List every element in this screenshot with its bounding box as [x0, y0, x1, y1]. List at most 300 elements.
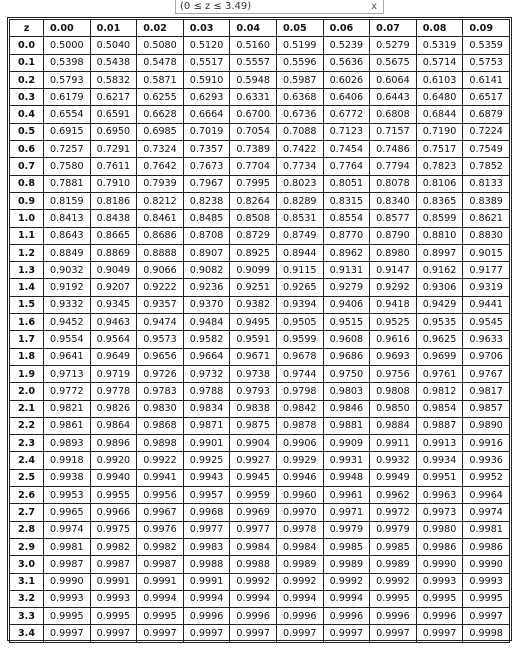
table-cell: 0.9963 [416, 487, 463, 504]
table-cell: 0.9664 [183, 348, 230, 365]
row-z-label: 1.8 [10, 348, 44, 365]
row-z-label: 1.1 [10, 227, 44, 244]
table-cell: 0.9878 [276, 417, 323, 434]
table-cell: 0.9115 [276, 262, 323, 279]
table-cell: 0.7291 [90, 141, 137, 158]
table-cell: 0.5871 [137, 71, 184, 88]
table-cell: 0.9890 [463, 417, 510, 434]
z-range-label: (0 ≤ z ≤ 3.49) [180, 1, 252, 12]
table-cell: 0.9960 [276, 487, 323, 504]
row-z-label: 0.0 [10, 37, 44, 54]
row-z-label: 3.1 [10, 573, 44, 590]
table-cell: 0.9625 [416, 331, 463, 348]
table-cell: 0.9834 [183, 400, 230, 417]
table-cell: 0.9955 [90, 487, 137, 504]
table-cell: 0.9991 [183, 573, 230, 590]
z-table-container [7, 17, 512, 641]
table-cell: 0.9798 [276, 383, 323, 400]
table-cell: 0.9945 [230, 469, 277, 486]
table-row [10, 71, 510, 88]
column-header: 0.00 [44, 20, 91, 37]
table-cell: 0.5279 [370, 37, 417, 54]
table-cell: 0.9938 [44, 469, 91, 486]
table-cell: 0.8315 [323, 192, 370, 209]
table-header-row [10, 20, 510, 37]
table-cell: 0.8599 [416, 210, 463, 227]
table-cell: 0.5239 [323, 37, 370, 54]
table-row [10, 469, 510, 486]
table-cell: 0.9994 [276, 590, 323, 607]
table-cell: 0.7019 [183, 123, 230, 140]
column-header: 0.06 [323, 20, 370, 37]
table-cell: 0.9931 [323, 452, 370, 469]
table-cell: 0.8810 [416, 227, 463, 244]
table-cell: 0.9927 [230, 452, 277, 469]
table-cell: 0.9968 [183, 504, 230, 521]
table-cell: 0.9306 [416, 279, 463, 296]
table-cell: 0.5948 [230, 71, 277, 88]
table-cell: 0.6664 [183, 106, 230, 123]
table-cell: 0.9738 [230, 365, 277, 382]
table-cell: 0.9988 [183, 556, 230, 573]
row-z-label: 2.2 [10, 417, 44, 434]
table-cell: 0.9994 [137, 590, 184, 607]
table-cell: 0.9995 [463, 590, 510, 607]
table-cell: 0.6293 [183, 89, 230, 106]
table-cell: 0.7967 [183, 175, 230, 192]
table-cell: 0.7910 [90, 175, 137, 192]
table-cell: 0.8508 [230, 210, 277, 227]
table-cell: 0.9979 [323, 521, 370, 538]
table-cell: 0.9236 [183, 279, 230, 296]
table-cell: 0.5120 [183, 37, 230, 54]
table-row [10, 365, 510, 382]
table-cell: 0.6103 [416, 71, 463, 88]
table-cell: 0.9599 [276, 331, 323, 348]
table-cell: 0.5636 [323, 54, 370, 71]
table-row [10, 400, 510, 417]
table-cell: 0.9357 [137, 296, 184, 313]
table-cell: 0.8907 [183, 244, 230, 261]
table-cell: 0.7642 [137, 158, 184, 175]
table-cell: 0.7257 [44, 141, 91, 158]
table-row [10, 123, 510, 140]
table-cell: 0.5910 [183, 71, 230, 88]
table-cell: 0.6985 [137, 123, 184, 140]
table-cell: 0.9726 [137, 365, 184, 382]
table-cell: 0.9952 [463, 469, 510, 486]
table-cell: 0.9887 [416, 417, 463, 434]
table-cell: 0.8289 [276, 192, 323, 209]
table-cell: 0.8869 [90, 244, 137, 261]
table-cell: 0.9207 [90, 279, 137, 296]
column-header: 0.08 [416, 20, 463, 37]
table-cell: 0.9861 [44, 417, 91, 434]
row-z-label: 2.0 [10, 383, 44, 400]
row-z-label: 2.4 [10, 452, 44, 469]
table-cell: 0.9986 [416, 538, 463, 555]
z-range-bar [175, 0, 384, 14]
table-cell: 0.9474 [137, 314, 184, 331]
table-cell: 0.9761 [416, 365, 463, 382]
table-cell: 0.8770 [323, 227, 370, 244]
table-cell: 0.9884 [370, 417, 417, 434]
table-row [10, 348, 510, 365]
table-cell: 0.9991 [90, 573, 137, 590]
column-header: 0.01 [90, 20, 137, 37]
table-cell: 0.8051 [323, 175, 370, 192]
table-cell: 0.8577 [370, 210, 417, 227]
table-cell: 0.9982 [90, 538, 137, 555]
table-row [10, 521, 510, 538]
table-cell: 0.9990 [416, 556, 463, 573]
table-cell: 0.8749 [276, 227, 323, 244]
table-row [10, 262, 510, 279]
table-cell: 0.9913 [416, 435, 463, 452]
table-cell: 0.9948 [323, 469, 370, 486]
table-cell: 0.9452 [44, 314, 91, 331]
row-z-label: 1.2 [10, 244, 44, 261]
table-cell: 0.6700 [230, 106, 277, 123]
table-cell: 0.9693 [370, 348, 417, 365]
table-cell: 0.9495 [230, 314, 277, 331]
table-cell: 0.9959 [230, 487, 277, 504]
table-row [10, 279, 510, 296]
row-z-label: 0.6 [10, 141, 44, 158]
table-cell: 0.9961 [323, 487, 370, 504]
table-cell: 0.9994 [230, 590, 277, 607]
table-cell: 0.5714 [416, 54, 463, 71]
table-cell: 0.9554 [44, 331, 91, 348]
table-cell: 0.9987 [44, 556, 91, 573]
close-icon[interactable]: x [371, 1, 377, 12]
table-cell: 0.9982 [137, 538, 184, 555]
table-cell: 0.9997 [416, 625, 463, 642]
table-cell: 0.9997 [44, 625, 91, 642]
table-row [10, 435, 510, 452]
table-cell: 0.9932 [370, 452, 417, 469]
table-cell: 0.7852 [463, 158, 510, 175]
table-cell: 0.9842 [276, 400, 323, 417]
table-cell: 0.9977 [230, 521, 277, 538]
column-header: 0.03 [183, 20, 230, 37]
row-z-label: 1.0 [10, 210, 44, 227]
table-cell: 0.9817 [463, 383, 510, 400]
table-cell: 0.9997 [230, 625, 277, 642]
table-cell: 0.9986 [463, 538, 510, 555]
table-body [10, 37, 510, 642]
table-cell: 0.9918 [44, 452, 91, 469]
row-z-label: 2.9 [10, 538, 44, 555]
table-cell: 0.9881 [323, 417, 370, 434]
table-cell: 0.9441 [463, 296, 510, 313]
table-cell: 0.6844 [416, 106, 463, 123]
table-cell: 0.9864 [90, 417, 137, 434]
table-row [10, 504, 510, 521]
table-cell: 0.8888 [137, 244, 184, 261]
table-cell: 0.9222 [137, 279, 184, 296]
table-cell: 0.9971 [323, 504, 370, 521]
table-cell: 0.9989 [323, 556, 370, 573]
table-row [10, 331, 510, 348]
table-row [10, 417, 510, 434]
table-cell: 0.9192 [44, 279, 91, 296]
table-cell: 0.7157 [370, 123, 417, 140]
table-cell: 0.9980 [416, 521, 463, 538]
table-cell: 0.9978 [276, 521, 323, 538]
table-cell: 0.9946 [276, 469, 323, 486]
table-cell: 0.9979 [370, 521, 417, 538]
table-cell: 0.5753 [463, 54, 510, 71]
table-cell: 0.9686 [323, 348, 370, 365]
table-cell: 0.5040 [90, 37, 137, 54]
table-cell: 0.9981 [44, 538, 91, 555]
table-cell: 0.9936 [463, 452, 510, 469]
table-row [10, 175, 510, 192]
table-cell: 0.9951 [416, 469, 463, 486]
table-cell: 0.9956 [137, 487, 184, 504]
table-cell: 0.9985 [370, 538, 417, 555]
table-cell: 0.7794 [370, 158, 417, 175]
table-cell: 0.6406 [323, 89, 370, 106]
table-cell: 0.9990 [44, 573, 91, 590]
table-cell: 0.9875 [230, 417, 277, 434]
table-cell: 0.9370 [183, 296, 230, 313]
table-cell: 0.8413 [44, 210, 91, 227]
table-row [10, 158, 510, 175]
table-cell: 0.9990 [463, 556, 510, 573]
table-cell: 0.9573 [137, 331, 184, 348]
table-cell: 0.9857 [463, 400, 510, 417]
table-cell: 0.9756 [370, 365, 417, 382]
table-row [10, 556, 510, 573]
table-cell: 0.9812 [416, 383, 463, 400]
table-cell: 0.8106 [416, 175, 463, 192]
table-cell: 0.9279 [323, 279, 370, 296]
table-cell: 0.5199 [276, 37, 323, 54]
table-cell: 0.5596 [276, 54, 323, 71]
table-cell: 0.6736 [276, 106, 323, 123]
table-cell: 0.9772 [44, 383, 91, 400]
table-row [10, 89, 510, 106]
table-cell: 0.9987 [90, 556, 137, 573]
row-z-label: 3.0 [10, 556, 44, 573]
table-cell: 0.9973 [416, 504, 463, 521]
table-cell: 0.9997 [90, 625, 137, 642]
table-cell: 0.8554 [323, 210, 370, 227]
row-z-label: 1.6 [10, 314, 44, 331]
table-cell: 0.9977 [183, 521, 230, 538]
table-cell: 0.9525 [370, 314, 417, 331]
table-cell: 0.8159 [44, 192, 91, 209]
table-cell: 0.9429 [416, 296, 463, 313]
table-cell: 0.9987 [137, 556, 184, 573]
table-cell: 0.9616 [370, 331, 417, 348]
table-cell: 0.9991 [137, 573, 184, 590]
table-cell: 0.8830 [463, 227, 510, 244]
table-cell: 0.5832 [90, 71, 137, 88]
table-cell: 0.9995 [44, 608, 91, 625]
table-cell: 0.8708 [183, 227, 230, 244]
table-cell: 0.9066 [137, 262, 184, 279]
table-cell: 0.9505 [276, 314, 323, 331]
table-cell: 0.9972 [370, 504, 417, 521]
table-row [10, 244, 510, 261]
table-cell: 0.9896 [90, 435, 137, 452]
table-cell: 0.5478 [137, 54, 184, 71]
table-cell: 0.9345 [90, 296, 137, 313]
table-cell: 0.9953 [44, 487, 91, 504]
table-cell: 0.9996 [183, 608, 230, 625]
table-row [10, 573, 510, 590]
table-cell: 0.9974 [463, 504, 510, 521]
table-cell: 0.9671 [230, 348, 277, 365]
table-cell: 0.9929 [276, 452, 323, 469]
table-cell: 0.9846 [323, 400, 370, 417]
table-cell: 0.5319 [416, 37, 463, 54]
table-cell: 0.9934 [416, 452, 463, 469]
table-cell: 0.6480 [416, 89, 463, 106]
table-cell: 0.9965 [44, 504, 91, 521]
table-cell: 0.9964 [463, 487, 510, 504]
table-cell: 0.9484 [183, 314, 230, 331]
table-cell: 0.9906 [276, 435, 323, 452]
table-cell: 0.9996 [323, 608, 370, 625]
table-cell: 0.8133 [463, 175, 510, 192]
row-z-label: 3.2 [10, 590, 44, 607]
table-cell: 0.9940 [90, 469, 137, 486]
table-row [10, 210, 510, 227]
table-cell: 0.9808 [370, 383, 417, 400]
table-cell: 0.9591 [230, 331, 277, 348]
table-row [10, 383, 510, 400]
table-cell: 0.9994 [183, 590, 230, 607]
table-cell: 0.8461 [137, 210, 184, 227]
table-cell: 0.9997 [463, 608, 510, 625]
table-cell: 0.9943 [183, 469, 230, 486]
row-z-label: 0.7 [10, 158, 44, 175]
z-table [9, 19, 510, 643]
table-cell: 0.7123 [323, 123, 370, 140]
table-cell: 0.9015 [463, 244, 510, 261]
table-cell: 0.9535 [416, 314, 463, 331]
table-cell: 0.9893 [44, 435, 91, 452]
table-cell: 0.9976 [137, 521, 184, 538]
table-row [10, 296, 510, 313]
table-cell: 0.9962 [370, 487, 417, 504]
table-cell: 0.9678 [276, 348, 323, 365]
table-cell: 0.9732 [183, 365, 230, 382]
table-row [10, 608, 510, 625]
table-cell: 0.6517 [463, 89, 510, 106]
table-cell: 0.9177 [463, 262, 510, 279]
table-row [10, 106, 510, 123]
row-z-label: 0.9 [10, 192, 44, 209]
table-cell: 0.9989 [276, 556, 323, 573]
table-cell: 0.9988 [230, 556, 277, 573]
table-cell: 0.5517 [183, 54, 230, 71]
table-cell: 0.9995 [370, 590, 417, 607]
table-cell: 0.9750 [323, 365, 370, 382]
row-z-label: 1.9 [10, 365, 44, 382]
row-z-label: 0.5 [10, 123, 44, 140]
table-cell: 0.9099 [230, 262, 277, 279]
table-cell: 0.8997 [416, 244, 463, 261]
table-cell: 0.9993 [44, 590, 91, 607]
table-cell: 0.7580 [44, 158, 91, 175]
table-cell: 0.8264 [230, 192, 277, 209]
table-cell: 0.8686 [137, 227, 184, 244]
table-cell: 0.9826 [90, 400, 137, 417]
table-cell: 0.9966 [90, 504, 137, 521]
table-cell: 0.9922 [137, 452, 184, 469]
table-cell: 0.9394 [276, 296, 323, 313]
row-z-label: 3.3 [10, 608, 44, 625]
table-cell: 0.7422 [276, 141, 323, 158]
row-z-label: 0.8 [10, 175, 44, 192]
table-cell: 0.6217 [90, 89, 137, 106]
row-z-label: 2.3 [10, 435, 44, 452]
table-cell: 0.9319 [463, 279, 510, 296]
table-cell: 0.9418 [370, 296, 417, 313]
table-row [10, 54, 510, 71]
row-z-label: 2.5 [10, 469, 44, 486]
table-row [10, 314, 510, 331]
table-cell: 0.6950 [90, 123, 137, 140]
table-cell: 0.7764 [323, 158, 370, 175]
table-cell: 0.9901 [183, 435, 230, 452]
table-cell: 0.6179 [44, 89, 91, 106]
table-cell: 0.7549 [463, 141, 510, 158]
table-cell: 0.9985 [323, 538, 370, 555]
column-header: 0.02 [137, 20, 184, 37]
table-cell: 0.9767 [463, 365, 510, 382]
row-z-label: 0.2 [10, 71, 44, 88]
row-z-label: 2.8 [10, 521, 44, 538]
table-cell: 0.9993 [416, 573, 463, 590]
table-cell: 0.9911 [370, 435, 417, 452]
table-cell: 0.9996 [416, 608, 463, 625]
table-cell: 0.8340 [370, 192, 417, 209]
table-cell: 0.9292 [370, 279, 417, 296]
table-cell: 0.5080 [137, 37, 184, 54]
table-cell: 0.8531 [276, 210, 323, 227]
table-cell: 0.5675 [370, 54, 417, 71]
table-cell: 0.9983 [183, 538, 230, 555]
table-cell: 0.8944 [276, 244, 323, 261]
table-cell: 0.9995 [416, 590, 463, 607]
table-cell: 0.9265 [276, 279, 323, 296]
table-cell: 0.9713 [44, 365, 91, 382]
table-cell: 0.7088 [276, 123, 323, 140]
table-row [10, 452, 510, 469]
table-cell: 0.6255 [137, 89, 184, 106]
table-cell: 0.9992 [323, 573, 370, 590]
table-cell: 0.7454 [323, 141, 370, 158]
table-cell: 0.6026 [323, 71, 370, 88]
table-cell: 0.9997 [183, 625, 230, 642]
table-cell: 0.8186 [90, 192, 137, 209]
z-column-header: z [10, 20, 44, 37]
table-cell: 0.9641 [44, 348, 91, 365]
table-cell: 0.5987 [276, 71, 323, 88]
table-cell: 0.9984 [230, 538, 277, 555]
table-cell: 0.9633 [463, 331, 510, 348]
table-row [10, 538, 510, 555]
table-cell: 0.9916 [463, 435, 510, 452]
table-cell: 0.8962 [323, 244, 370, 261]
table-cell: 0.9049 [90, 262, 137, 279]
